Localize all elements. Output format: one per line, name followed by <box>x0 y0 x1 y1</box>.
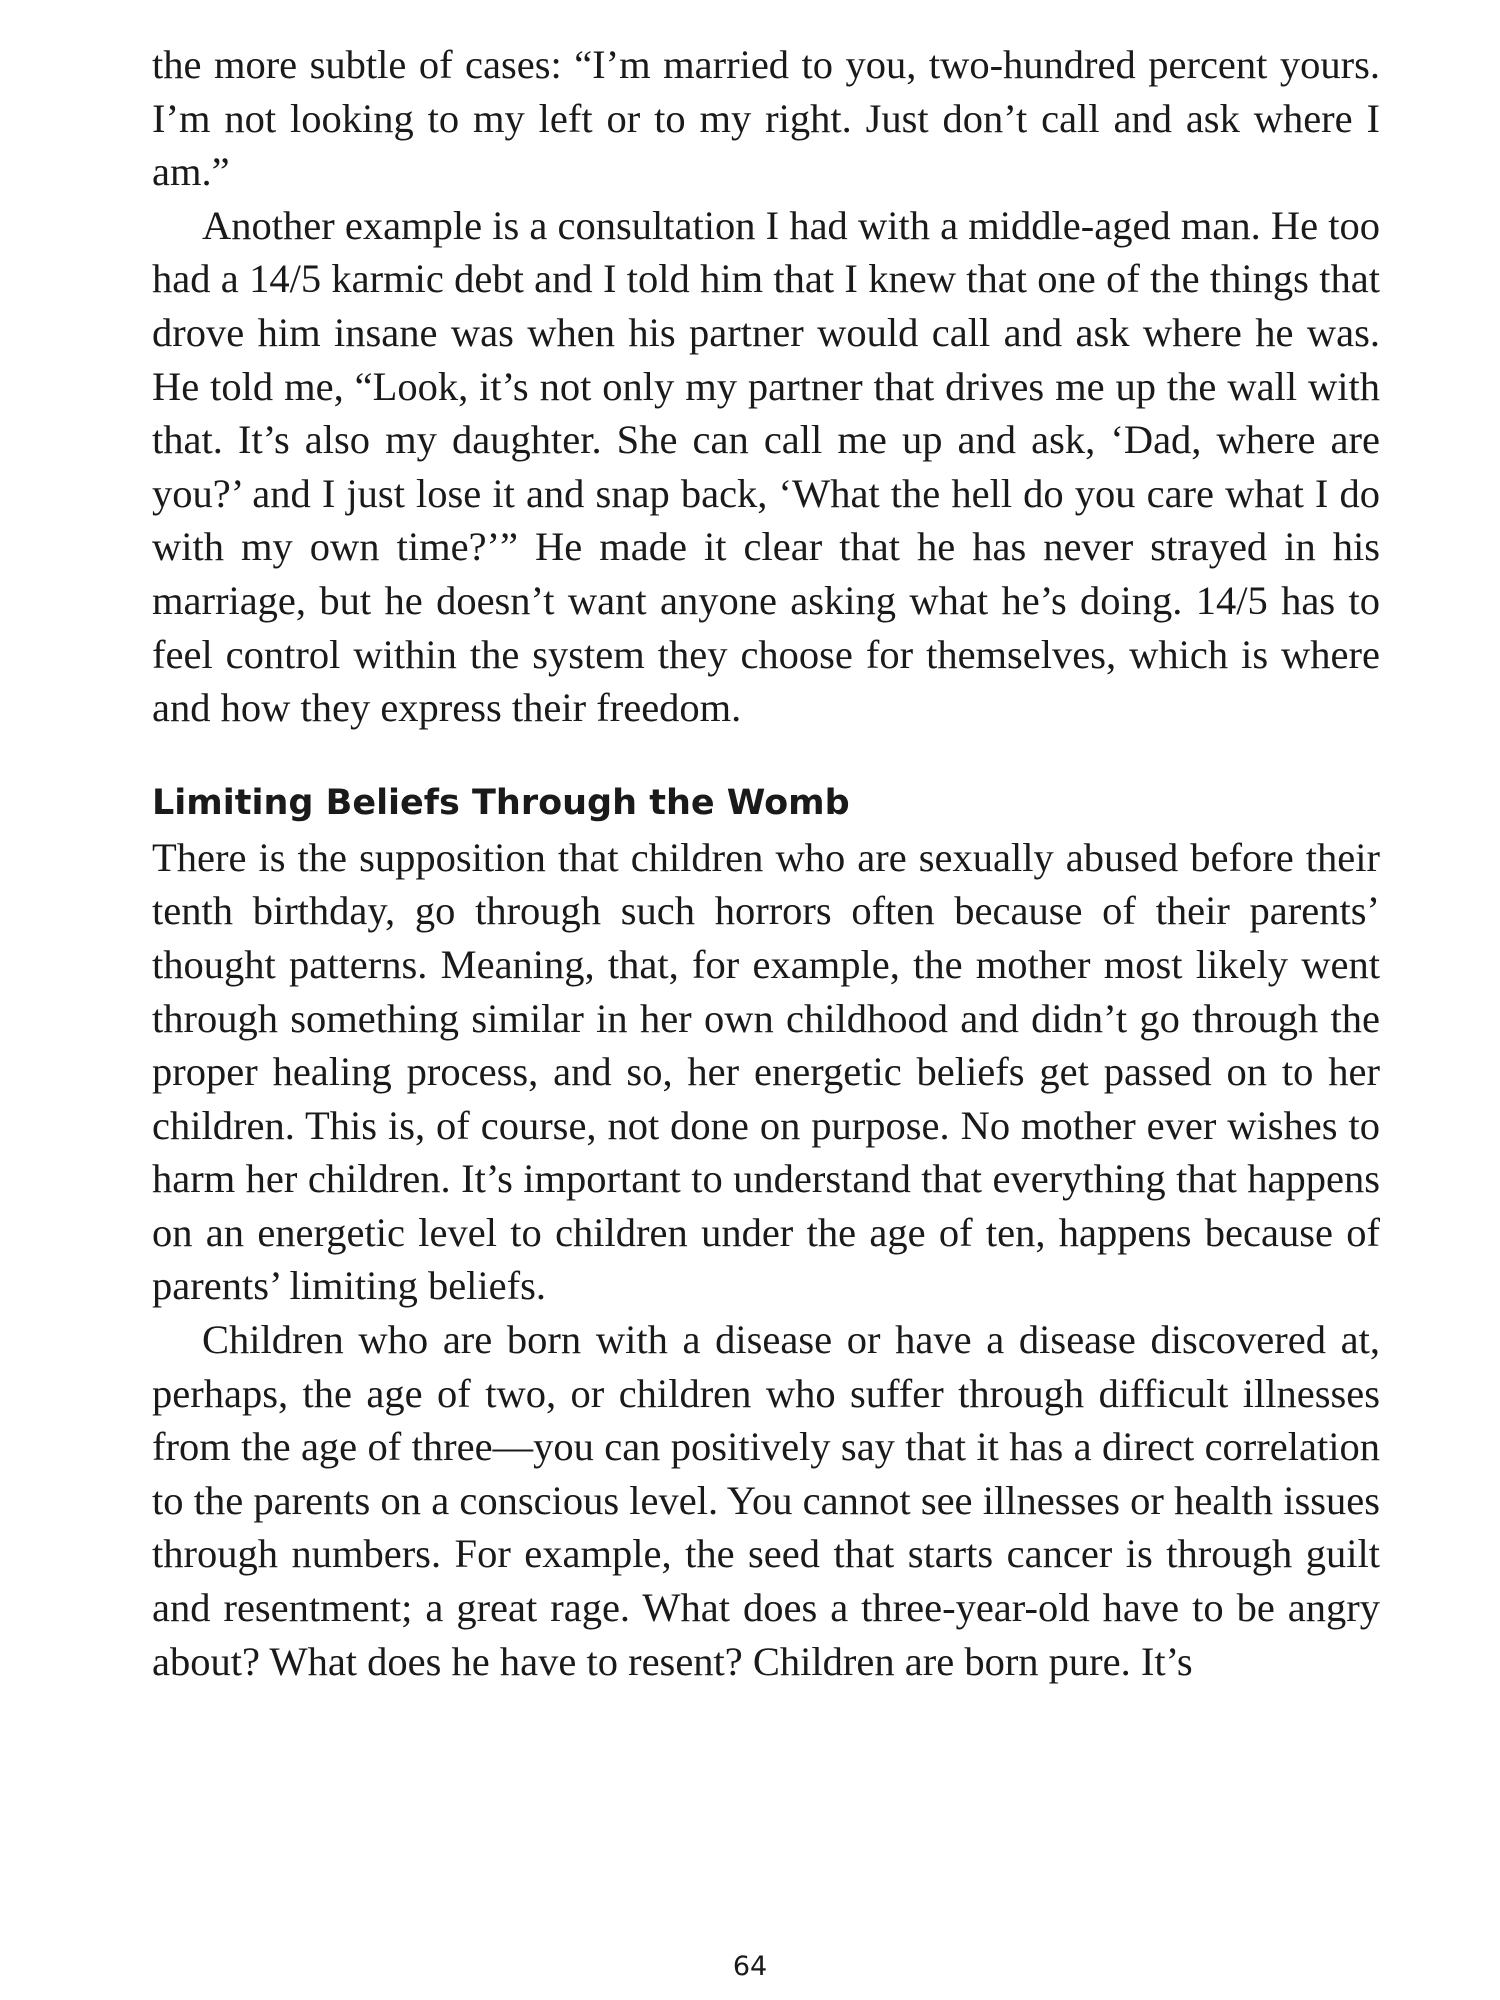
section-heading: Limiting Beliefs Through the Womb <box>152 782 850 823</box>
paragraph-continuation: the more subtle of cases: “I’m married to you, two-hundred percent yours. I’m not looking to my left or to my right. Just don’t call and ask where I am.” <box>152 42 1380 195</box>
page-number: 64 <box>732 1951 768 1982</box>
paragraph-consultation-example: Another example is a consultation I had with a middle-aged man. He too had a 14/5 karmic debt and I told him that I knew that one of the things that drove him insane was when his partner would call and ask where he was. He told me, “Look, it’s not only my partner that drives me up the wall with that. It’s also my daughter. She can call me up and ask, ‘Dad, where are you?’ and I just lose it and snap back, ‘What the hell do you care what I do with my own time?’” He made it clear that he has never strayed in his marriage, but he doesn’t want anyone asking what he’s doing. 14/5 has to feel control within the system they choose for themselves, which is where and how they express their freedom. <box>152 202 1380 731</box>
paragraph-children-illness: Children who are born with a disease or have a disease discovered at, perhaps, the age of two, or children who suffer through difficult illnesses from the age of three—you can positively say that it has a direct correlation to the parents on a conscious level. You cannot see illnesses or health issues through numbers. For example, the seed that starts cancer is through guilt and resentment; a great rage. What does a three-year-old have to be angry about? What does he have to resent? Children are born pure. It’s <box>152 1317 1380 1684</box>
paragraph-supposition: There is the supposition that children who are sexually abused before their tenth birthday, go through such horrors often because of their parents’ thought patterns. Meaning, that, for example, the mother most likely went through something similar in her own childhood and didn’t go through the proper healing process, and so, her energetic beliefs get passed on to her children. This is, of course, not done on purpose. No mother ever wishes to harm her children. It’s important to understand that everything that happens on an energetic level to children under the age of ten, happens because of parents’ limiting beliefs. <box>152 834 1380 1309</box>
page-body <box>152 38 1380 1688</box>
